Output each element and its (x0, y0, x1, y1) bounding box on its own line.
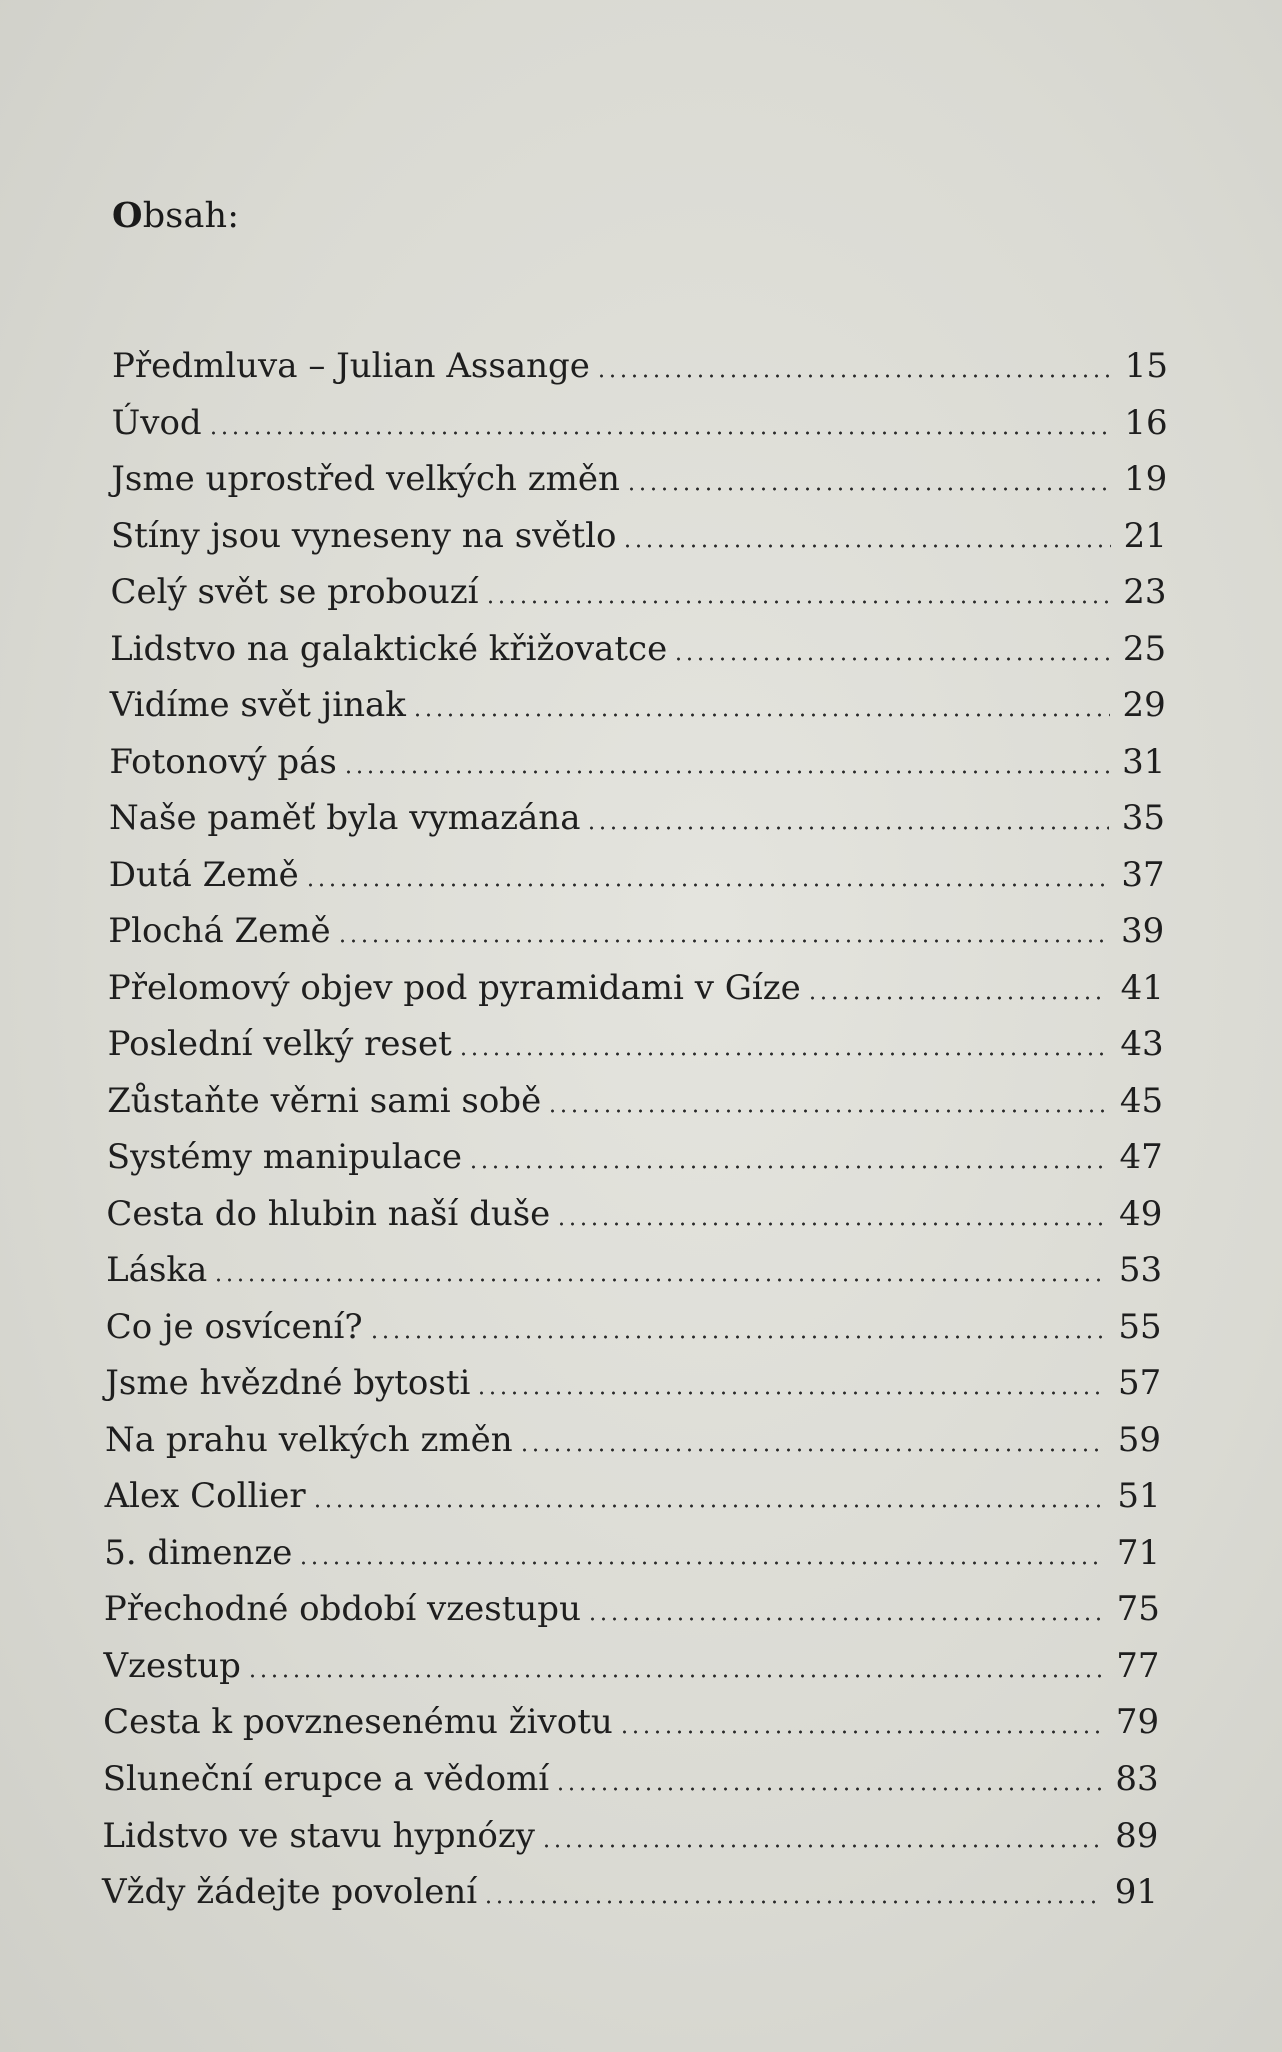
toc-entry-page: 75 (1116, 1589, 1160, 1630)
toc-entry-page: 77 (1116, 1645, 1160, 1686)
toc-entry-title: Co je osvícení? (105, 1306, 363, 1347)
heading-rest: bsah: (142, 196, 240, 236)
toc-entry-title: Láska (106, 1250, 208, 1291)
toc-entry (102, 1812, 1158, 1860)
toc-entry-page: 55 (1118, 1306, 1162, 1347)
toc-entry-title: Dutá Země (108, 854, 299, 895)
toc-entry-title: Přelomový objev pod pyramidami v Gíze (107, 967, 801, 1008)
toc-entry-title: Lidstvo ve stavu hypnózy (102, 1815, 535, 1856)
toc-entry-title: Cesta k povznesenému životu (103, 1702, 613, 1743)
toc-entry-page: 37 (1121, 854, 1165, 895)
dot-leader (555, 1787, 1103, 1791)
dot-leader (519, 1448, 1105, 1452)
toc-entry-page: 21 (1123, 515, 1167, 556)
toc-entry-title: 5. dimenze (104, 1532, 293, 1573)
dot-leader (458, 1052, 1108, 1056)
toc-entry-page: 16 (1124, 402, 1168, 443)
toc-entry-title: Úvod (111, 402, 202, 443)
toc-entry-title: Jsme hvězdné bytosti (105, 1363, 471, 1404)
dot-leader (483, 1900, 1102, 1904)
toc-entry-page: 83 (1115, 1759, 1159, 1799)
toc-entry-title: Naše paměť byla vymazána (109, 798, 581, 839)
toc-entry-page: 91 (1114, 1872, 1158, 1912)
toc-entry-title: Předmluva – Julian Assange (112, 346, 590, 386)
toc-entry-page: 41 (1120, 967, 1164, 1008)
toc-entry (110, 625, 1166, 673)
toc-entry (104, 1585, 1160, 1633)
dot-leader (485, 600, 1111, 604)
toc-entry-page: 31 (1122, 741, 1166, 782)
toc-entry-title: Zůstaňte věrni sami sobě (107, 1080, 542, 1121)
toc-entry-page: 49 (1119, 1193, 1163, 1234)
toc-entry (112, 342, 1168, 390)
dot-leader (556, 1222, 1106, 1226)
toc-entry-page: 53 (1118, 1250, 1163, 1291)
toc-entry-page: 57 (1118, 1363, 1162, 1404)
toc-entry-title: Jsme uprostřed velkých změn (111, 459, 620, 499)
toc-entry-page: 45 (1119, 1080, 1164, 1121)
toc-entry (104, 1642, 1160, 1690)
toc-entry (107, 1133, 1163, 1181)
dot-leader (619, 1730, 1103, 1734)
toc-entry-title: Stíny jsou vyneseny na světlo (110, 515, 617, 556)
toc-entry-page: 47 (1119, 1137, 1163, 1178)
dot-leader (807, 996, 1108, 1000)
toc-entry-page: 23 (1123, 572, 1167, 613)
toc-entry (112, 399, 1168, 447)
toc-entry-title: Lidstvo na galaktické křižovatce (110, 628, 668, 669)
toc-entry-title: Poslední velký reset (107, 1024, 452, 1065)
toc-entry (106, 1303, 1162, 1351)
toc-entry (106, 1246, 1162, 1294)
toc-entry-page: 59 (1117, 1419, 1161, 1460)
toc-entry-page: 29 (1122, 685, 1166, 726)
toc-entry-page: 71 (1116, 1532, 1161, 1573)
toc-entry-page: 79 (1115, 1702, 1160, 1743)
dot-leader (541, 1844, 1102, 1848)
dot-leader (468, 1165, 1107, 1169)
toc-entry (105, 1472, 1161, 1520)
dot-leader (369, 1335, 1106, 1339)
toc-entry (110, 681, 1166, 729)
toc-entry-title: Vzestup (103, 1645, 241, 1686)
toc-entry-page: 51 (1117, 1476, 1161, 1517)
toc-entry (109, 851, 1165, 899)
toc-entry (109, 738, 1165, 786)
dot-leader (208, 431, 1112, 435)
toc-entry-title: Fotonový pás (109, 741, 337, 782)
toc-entry-title: Plochá Země (108, 911, 331, 952)
toc-entry (105, 1359, 1161, 1407)
toc-entry (107, 1077, 1163, 1125)
toc-entry (103, 1755, 1159, 1803)
toc-entry-page: 89 (1115, 1815, 1159, 1856)
toc-entry-title: Přechodné období vzestupu (103, 1589, 581, 1630)
dot-leader (587, 1617, 1104, 1621)
toc-entry (108, 964, 1164, 1012)
toc-entry (103, 1698, 1159, 1746)
heading-initial: O (112, 195, 143, 236)
toc-entry-page: 43 (1120, 1024, 1164, 1065)
dot-leader (343, 770, 1110, 774)
toc-entry-title: Celý svět se probouzí (110, 572, 479, 613)
toc-entry-title: Vidíme svět jinak (109, 685, 406, 726)
toc-entry (102, 1868, 1158, 1916)
toc-entry-title: Sluneční erupce a vědomí (102, 1759, 550, 1799)
toc-entry-title: Cesta do hlubin naší duše (106, 1193, 551, 1234)
dot-leader (596, 374, 1112, 378)
dot-leader (298, 1561, 1104, 1565)
toc-entry (105, 1416, 1161, 1464)
toc-entry (111, 455, 1167, 503)
toc-entry (111, 568, 1167, 616)
toc-entry-title: Na prahu velkých změn (105, 1419, 513, 1460)
toc-entry-title: Systémy manipulace (106, 1137, 463, 1178)
toc-entry-page: 35 (1121, 798, 1165, 839)
dot-leader (622, 544, 1110, 548)
toc-entry (111, 512, 1167, 560)
toc-entry (104, 1529, 1160, 1577)
dot-leader (337, 939, 1109, 943)
dot-leader (673, 657, 1110, 661)
toc-entry (108, 1020, 1164, 1068)
dot-leader (247, 1674, 1104, 1678)
toc-entry-title: Vždy žádejte povolení (102, 1872, 478, 1912)
toc-entry (108, 907, 1164, 955)
dot-leader (213, 1278, 1106, 1282)
toc-entry-title: Alex Collier (104, 1476, 306, 1517)
toc-entry-page: 19 (1124, 459, 1168, 499)
toc-entry-page: 25 (1122, 628, 1167, 669)
dot-leader (586, 826, 1109, 830)
dot-leader (476, 1391, 1105, 1395)
dot-leader (312, 1504, 1105, 1508)
toc-entry (106, 1190, 1162, 1238)
toc-entry (109, 794, 1165, 842)
dot-leader (547, 1109, 1107, 1113)
toc-entry-page: 39 (1121, 911, 1165, 952)
dot-leader (305, 883, 1109, 887)
dot-leader (626, 487, 1111, 491)
toc-entry-page: 15 (1124, 346, 1168, 386)
dot-leader (412, 713, 1110, 717)
